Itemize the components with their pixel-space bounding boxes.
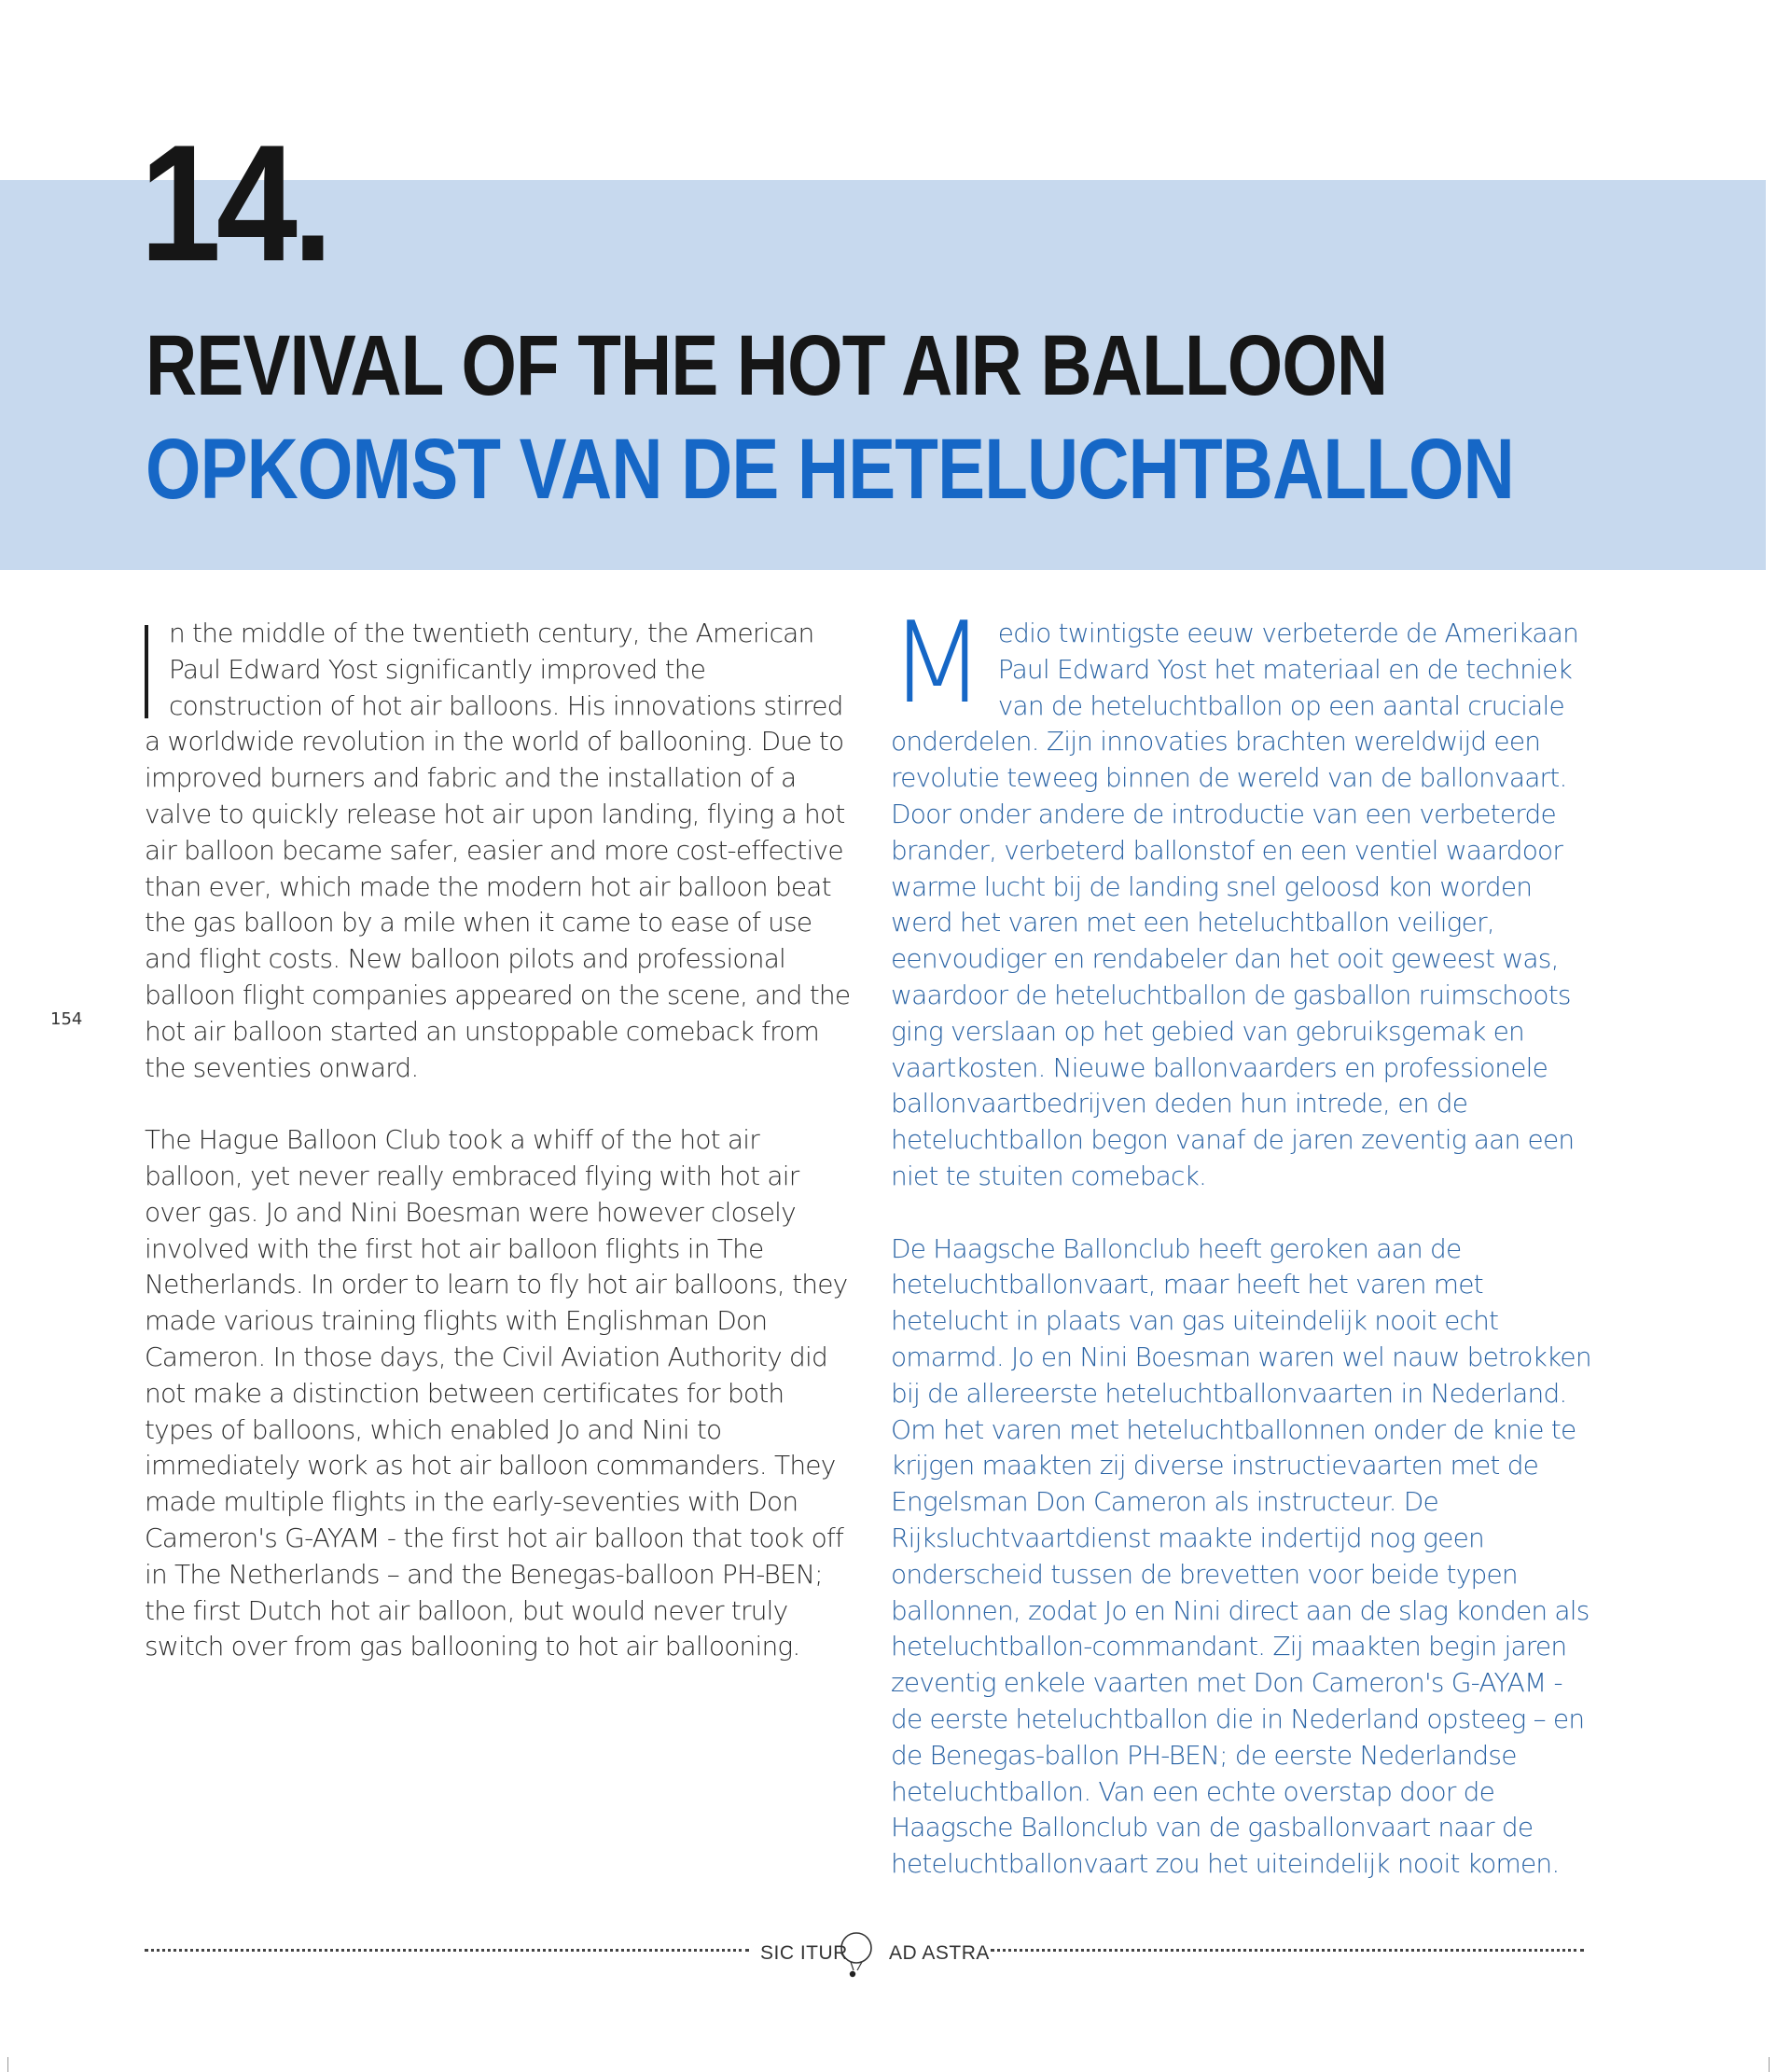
footer-motto-right: AD ASTRA: [889, 1942, 990, 1964]
english-dropcap: [145, 625, 148, 718]
chapter-number: 14.: [140, 110, 328, 296]
crop-mark-left: [7, 2057, 8, 2072]
dutch-column: [889, 599, 1600, 1919]
english-paragraph-1: [145, 616, 854, 1086]
english-paragraph-2: The Hague Balloon Club took a whiff of the hot air balloon, yet never really embraced flying with hot air over gas. Jo and Nini Boesman were however closely involved with the first hot air balloon flights in The Netherlands. In order to learn to fly hot air balloons, they made various training flights with Englishman Don Cameron. In those days, the Civil Aviation Authority did not make a distinction between certificates for both types of balloons, which enabled Jo and Nini to immediately work as hot air balloon commanders. They made multiple flights in the early-seventies with Don Cameron's G-AYAM - the first hot air balloon that took off in The Netherlands – and the Benegas-balloon PH-BEN; the first Dutch hot air balloon, but would never truly switch over from gas ballooning to hot air ballooning.: [145, 1124, 848, 1662]
page-number: 154: [50, 1009, 83, 1029]
crop-mark-right: [1769, 2057, 1770, 2072]
balloon-icon: [838, 1931, 875, 1982]
english-paragraph-1-text: n the middle of the twentieth century, the American Paul Edward Yost significantly improved the construction of hot air balloons. His innovations stirred a worldwide revolution in the world of ballooning. Due to improved burners and fabric and the installation of a valve to quickly release hot air upon landing, flying a hot air balloon became safer, easier and more cost-effective than ever, which made the modern hot air balloon beat the gas balloon by a mile when it came to ease of use and flight costs. New balloon pilots and professional balloon flight companies appeared on the scene, and the hot air balloon started an unstoppable comeback from the seventies onward.: [145, 618, 851, 1083]
dutch-paragraph-2: De Haagsche Ballonclub heeft geroken aan de heteluchtballonvaart, maar heeft het varen met hetelucht in plaats van gas uiteindelijk nooit echt omarmd. Jo en Nini Boesman waren wel nauw betrokken bij de allereerste heteluchtballonvaarten in Nederland. Om het varen met heteluchtballonnen onder de knie te krijgen maakten zij diverse instructievaarten met de Engelsman Don Cameron als instructeur. De Rijksluchtvaartdienst maakte indertijd nog geen onderscheid tussen de brevetten voor beide typen ballonnen, zodat Jo en Nini direct aan de slag konden als heteluchtballon-commandant. Zij maakten begin jaren zeventig enkele vaarten met Don Cameron's G-AYAM - de eerste heteluchtballon die in Nederland opsteeg – en de Benegas-ballon PH-BEN; de eerste Nederlandse heteluchtballon. Van een echte overstap door de Haagsche Ballonclub van de gasballonvaart naar de heteluchtballonvaart zou het uiteindelijk nooit komen.: [891, 1232, 1591, 1880]
dutch-dropcap: M: [889, 599, 985, 729]
dutch-paragraph-1: [889, 599, 1600, 1195]
footer-motto-left: SIC ITUR: [760, 1942, 848, 1964]
dutch-paragraph-1-text: edio twintigste eeuw verbeterde de Amerikaan Paul Edward Yost het materiaal en de techniek van de heteluchtballon op een aantal cruciale onderdelen. Zijn innovaties brachten wereldwijd een revolutie teweeg binnen de wereld van de ballonvaart. Door onder andere de introductie van een verbeterde brander, verbeterd ballonstof en een ventiel waardoor warme lucht bij de landing snel geloosd kon worden werd het varen met een heteluchtballon veiliger, eenvoudiger en rendabeler dan het ooit geweest was, waardoor de heteluchtballon de gasballon ruimschoots ging verslaan op het gebied van gebruiksgemak en vaartkosten. Nieuwe ballonvaarders en professionele ballonvaartbedrijven deden hun intrede, en de heteluchtballon begon vanaf de jaren zeventig aan een niet te stuiten comeback.: [891, 618, 1579, 1191]
footer-dotted-rule-left: [145, 1949, 749, 1952]
chapter-title-dutch: OPKOMST VAN DE HETELUCHTBALLON: [146, 422, 1514, 517]
chapter-title-english: REVIVAL OF THE HOT AIR BALLOON: [146, 318, 1388, 413]
footer-dotted-rule-right: [991, 1949, 1584, 1952]
english-column: [145, 616, 854, 1702]
